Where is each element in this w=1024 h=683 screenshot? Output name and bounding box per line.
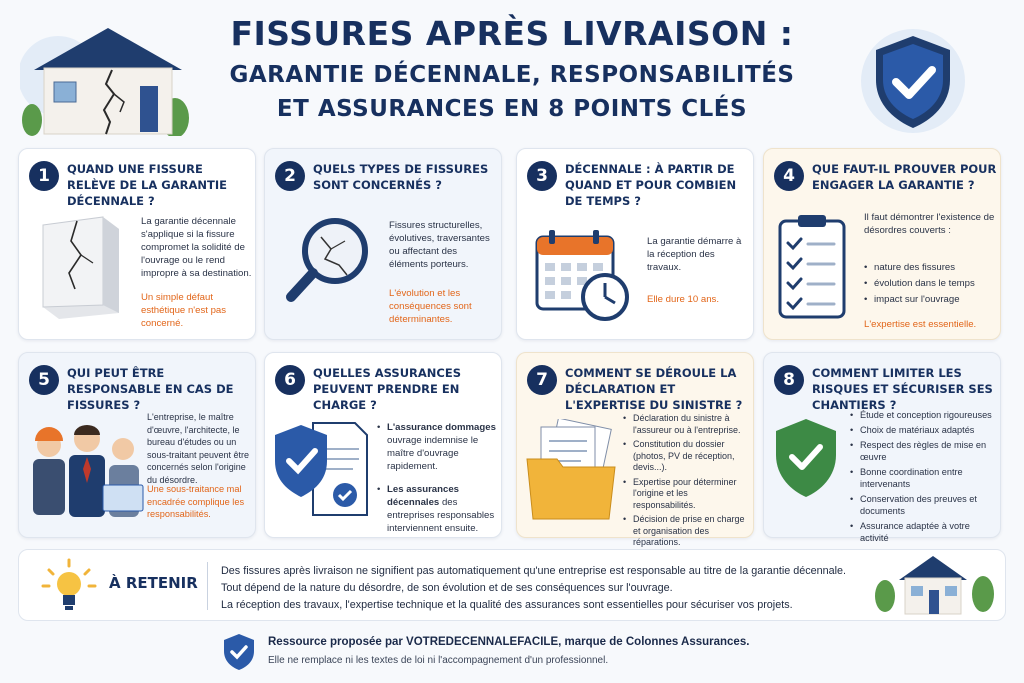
card-number: 1 — [29, 161, 59, 191]
bullet-item: • Respect des règles de mise en œuvre — [850, 439, 998, 463]
calendar-clock-icon — [531, 227, 635, 327]
card-title: COMMENT LIMITER LES RISQUES ET SÉCURISER SES CHANTIERS ? — [812, 366, 993, 412]
bullet-item: • évolution dans le temps — [864, 277, 998, 290]
card-text: L'entreprise, le maître d'œuvre, l'architecte, le bureau d'études ou un sous-traitant peuvent être concernés selon l'origine du désordre. — [147, 412, 250, 485]
card-number: 2 — [275, 161, 305, 191]
house-crack-icon — [20, 18, 195, 136]
card-1 — [18, 148, 256, 340]
bullet-item: • Conservation des preuves et documents — [850, 493, 998, 517]
card-title: QUELS TYPES DE FISSURES SONT CONCERNÉS ? — [313, 162, 489, 192]
title-line-3: ET ASSURANCES EN 8 POINTS CLÉS — [276, 96, 748, 122]
card-3 — [516, 148, 754, 340]
bullet-item: • Les assurances décennales des entreprises responsables interviennent ensuite. — [377, 484, 495, 534]
card-6 — [264, 352, 502, 538]
insurance-document-icon — [273, 415, 373, 521]
card-title: COMMENT SE DÉROULE LA DÉCLARATION ET L'EXPERTISE DU SINISTRE ? — [565, 366, 743, 412]
footer-credit: Ressource proposée par VOTREDECENNALEFACILE, marque de Colonnes Assurances. — [268, 636, 750, 648]
retain-box — [18, 549, 1006, 621]
retain-label: À RETENIR — [109, 574, 198, 592]
card-bullets — [864, 261, 998, 309]
title-line-1: FISSURES APRÈS LIVRAISON : — [230, 14, 794, 53]
retain-line: Tout dépend de la nature du désordre, de son évolution et de ses conséquences sur l'ouvrage. — [221, 582, 673, 594]
green-shield-icon — [774, 417, 838, 499]
card-title: DÉCENNALE : À PARTIR DE QUAND ET POUR COMBIEN DE TEMPS ? — [565, 162, 737, 208]
bullet-item: • Expertise pour déterminer l'origine et les responsabilités. — [623, 477, 751, 512]
bullet-item: • Étude et conception rigoureuses — [850, 409, 998, 421]
bullet-rest: ouvrage indemnise le maître d'ouvrage rapidement. — [387, 435, 479, 472]
retain-text — [221, 563, 846, 614]
bullet-item: • impact sur l'ouvrage — [864, 293, 998, 306]
card-title: QUI PEUT ÊTRE RESPONSABLE EN CAS DE FISSURES ? — [67, 366, 234, 412]
card-highlight: Elle dure 10 ans. — [647, 294, 719, 305]
card-highlight: L'expertise est essentielle. — [864, 319, 977, 330]
card-highlight: Un simple défaut esthétique n'est pas concerné. — [141, 292, 227, 329]
card-bullets — [850, 409, 998, 547]
card-5 — [18, 352, 256, 538]
bullet-item: • Assurance adaptée à votre activité — [850, 520, 998, 544]
card-title: QUAND UNE FISSURE RELÈVE DE LA GARANTIE DÉCENNALE ? — [67, 162, 227, 208]
card-title: QUELLES ASSURANCES PEUVENT PRENDRE EN CHARGE ? — [313, 366, 462, 412]
card-number: 8 — [774, 365, 804, 395]
card-bullets — [377, 421, 499, 535]
bullet-item: • Décision de prise en charge et organisation des réparations. — [623, 514, 751, 549]
card-number: 3 — [527, 161, 557, 191]
bullet-item: • Constitution du dossier (photos, PV de réception, devis...). — [623, 439, 751, 474]
bullet-item: • Bonne coordination entre intervenants — [850, 466, 998, 490]
card-number: 5 — [29, 365, 59, 395]
card-number: 7 — [527, 365, 557, 395]
cracked-wall-icon — [33, 211, 129, 321]
bullet-bold: Les assurances décennales — [387, 484, 459, 508]
page-header — [0, 0, 1024, 140]
workers-icon — [25, 411, 147, 531]
bullet-item: • Choix de matériaux adaptés — [850, 424, 998, 436]
shield-check-icon — [858, 26, 968, 136]
footer-disclaimer: Elle ne remplace ni les textes de loi ni l'accompagnement d'un professionnel. — [268, 655, 609, 666]
magnifier-crack-icon — [277, 211, 377, 311]
card-number: 4 — [774, 161, 804, 191]
card-highlight: Une sous-traitance mal encadrée complique les responsabilités. — [147, 484, 245, 519]
card-2 — [264, 148, 502, 340]
card-highlight: L'évolution et les conséquences sont déterminantes. — [389, 288, 472, 325]
card-4 — [763, 148, 1001, 340]
card-bullets — [623, 413, 751, 552]
card-8 — [763, 352, 1001, 543]
card-number: 6 — [275, 365, 305, 395]
divider — [207, 562, 208, 610]
bullet-item: • nature des fissures — [864, 261, 998, 274]
shield-check-icon — [223, 633, 255, 671]
card-7 — [516, 352, 754, 547]
card-text: Il faut démontrer l'existence de désordres couverts : — [864, 212, 995, 236]
bullet-bold: L'assurance dommages — [387, 422, 496, 433]
checklist-icon — [776, 213, 848, 321]
card-title: QUE FAUT-IL PROUVER POUR ENGAGER LA GARANTIE ? — [812, 162, 997, 192]
lightbulb-icon — [41, 558, 97, 614]
bullet-rest: des entreprises responsables interviennent ensuite. — [387, 497, 495, 534]
title-line-2: GARANTIE DÉCENNALE, RESPONSABILITÉS — [229, 62, 795, 88]
card-text: La garantie décennale s'applique si la fissure compromet la solidité de l'ouvrage ou le rend impropre à sa destination. — [141, 216, 252, 279]
bullet-item: • Déclaration du sinistre à l'assureur ou à l'entreprise. — [623, 413, 751, 436]
card-text: La garantie démarre à la réception des travaux. — [647, 236, 742, 273]
retain-line: La réception des travaux, l'expertise technique et la qualité des assurances sont essentielles pour sécuriser vos projets. — [221, 599, 793, 611]
card-text: Fissures structurelles, évolutives, traversantes ou affectant des éléments porteurs. — [389, 220, 490, 270]
retain-line: Des fissures après livraison ne signifient pas automatiquement qu'une entreprise est responsable au titre de la garantie décennale. — [221, 565, 847, 577]
bullet-item: • L'assurance dommages ouvrage indemnise le maître d'ouvrage rapidement. — [377, 422, 496, 472]
folder-documents-icon — [523, 419, 623, 527]
small-house-icon — [871, 552, 999, 618]
